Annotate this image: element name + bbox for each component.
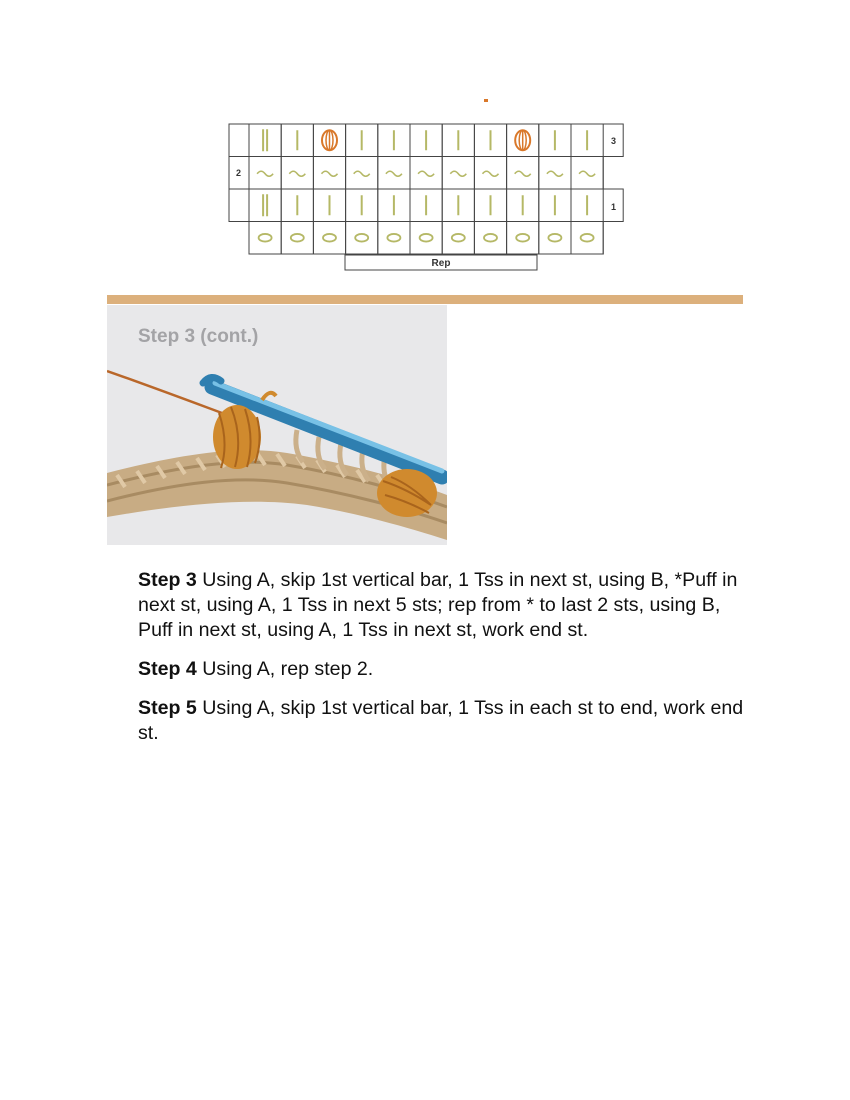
stitch-symbol-ret [483,171,499,176]
stitch-symbol-ch [452,234,465,242]
stitch-symbol-ch [420,234,433,242]
chart-cell [507,222,539,255]
stitch-symbol-ch [548,234,561,242]
stitch-symbol-ch [259,234,272,242]
stitch-symbol-ch [387,234,400,242]
step-text: Using A, rep step 2. [196,658,374,680]
step-4 [138,657,758,682]
stitch-symbol-tdc [263,194,267,216]
stitch-symbol-ret [450,171,466,176]
stitch-chart [222,90,632,275]
stitch-symbol-ret [289,171,305,176]
row-label-2: 2 [236,168,242,178]
chart-cell [249,222,281,255]
chart-cell [346,222,378,255]
chart-cell [249,124,281,157]
chart-cell [571,222,603,255]
step-text: Using A, skip 1st vertical bar, 1 Tss in next st, using B, *Puff in next st, using A, 1 Tss in next 5 sts; rep from * to last 2 sts, using B, Puff in next st, using A, 1 Tss in next st, work end st. [138,569,738,641]
row-label-1: 1 [611,202,617,212]
stitch-symbol-ret [257,171,273,176]
section-divider [107,295,743,304]
chart-mark [484,99,488,102]
step-text: Using A, skip 1st vertical bar, 1 Tss in each st to end, work end st. [138,697,744,744]
step-5 [138,696,758,746]
stitch-symbol-ret [386,171,402,176]
stitch-symbol-ret [579,171,595,176]
stitch-symbol-ret [322,171,338,176]
chart-cell [442,222,474,255]
chart-cell [249,189,281,222]
step-label: Step 4 [138,658,197,680]
stitch-symbol-puff [322,130,337,150]
stitch-symbol-tdc [263,129,267,151]
stitch-symbol-ret [547,171,563,176]
chart-cell [474,222,506,255]
chart-cell [378,222,410,255]
stitch-symbol-ret [354,171,370,176]
stitch-symbol-ret [418,171,434,176]
puff-stitch-right [377,469,437,517]
stitch-symbol-ch [581,234,594,242]
step-photo [107,305,447,545]
stitch-symbol-ret [515,171,531,176]
stitch-symbol-ch [355,234,368,242]
chart-cell [313,222,345,255]
stitch-symbol-ch [484,234,497,242]
rep-label: Rep [431,258,451,269]
photo-caption: Step 3 (cont.) [138,326,259,347]
step-label: Step 3 [138,569,197,591]
stitch-symbol-puff [515,130,530,150]
stitch-symbol-ch [323,234,336,242]
chart-cell [410,222,442,255]
rep-bracket [345,255,537,270]
chart-row-frame [249,222,603,255]
step-label: Step 5 [138,697,197,719]
instructions [138,568,758,760]
stitch-symbol-ch [291,234,304,242]
step-3 [138,568,758,643]
row-label-3: 3 [611,136,617,146]
chart-cell [539,222,571,255]
stitch-symbol-ch [516,234,529,242]
chart-cell [281,222,313,255]
chart-symbols [257,129,595,241]
